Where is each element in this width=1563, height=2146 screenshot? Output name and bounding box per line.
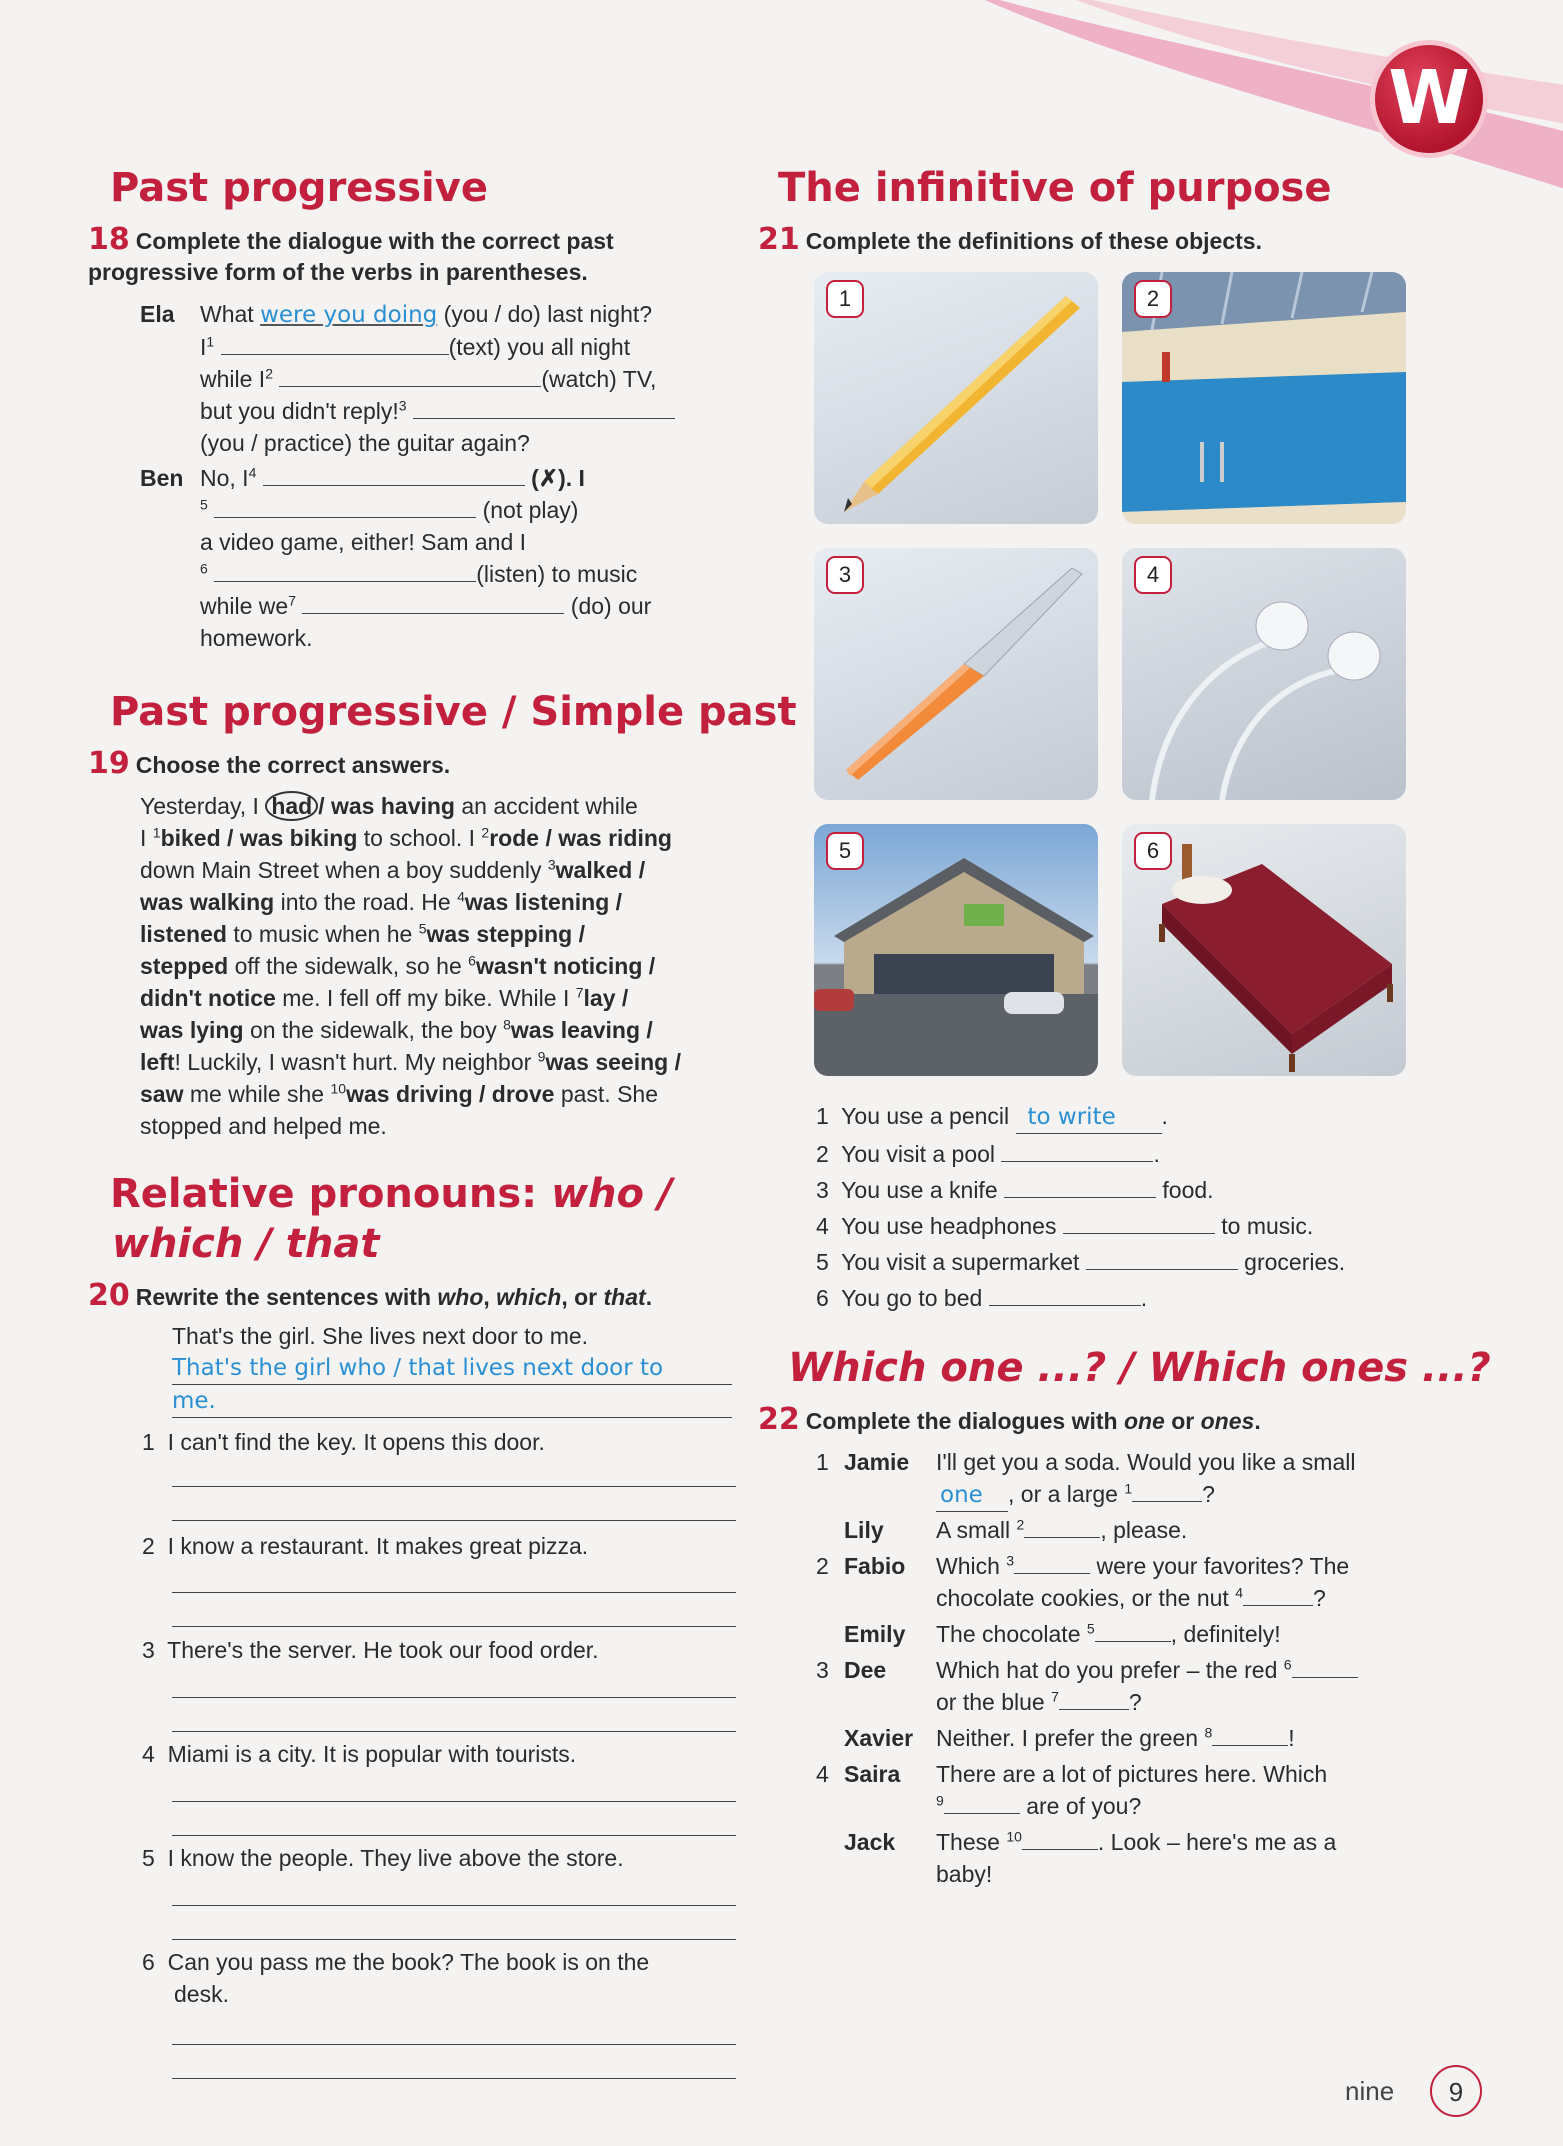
example-answer: to write — [1016, 1101, 1162, 1134]
photo-pencil — [814, 272, 1098, 524]
speaker-fabio: Fabio — [844, 1553, 906, 1579]
speaker-dee: Dee — [844, 1657, 887, 1683]
blank-1[interactable] — [221, 332, 449, 355]
blank-3[interactable] — [413, 396, 675, 419]
photo-swimming-pool — [1122, 272, 1406, 524]
blank-9[interactable] — [944, 1791, 1020, 1814]
blank-7[interactable] — [302, 591, 564, 614]
exercise-number: 19 — [88, 746, 130, 781]
choice-1[interactable]: biked / was biking — [160, 825, 358, 851]
speaker-ela: Ela — [140, 301, 175, 327]
exercise-number: 20 — [88, 1278, 130, 1313]
blank[interactable] — [1004, 1175, 1156, 1198]
dialogue-xavier: Neither. I prefer the green $^8$ ! — [936, 1724, 1295, 1751]
example-answer: one — [936, 1479, 1008, 1512]
write-line[interactable] — [172, 1592, 736, 1593]
ex20-item-5: 5 I know the people. They live above the store. — [142, 1845, 624, 1871]
speaker-jamie: Jamie — [844, 1449, 910, 1475]
blank-2[interactable] — [1024, 1515, 1100, 1538]
dialogue-number: 3 — [816, 1657, 829, 1683]
ex21-sentences — [816, 1100, 1416, 1314]
dialogue-jamie: I'll get you a soda. Would you like a small one , or a large $^1$ ? — [936, 1446, 1436, 1512]
speaker-emily: Emily — [844, 1621, 906, 1647]
example-circled-answer: had — [265, 791, 318, 821]
exercise-18-header — [88, 224, 738, 288]
choice-3[interactable]: walked / — [555, 857, 646, 883]
choice-2[interactable]: rode / was riding — [489, 825, 672, 851]
exercise-number: 22 — [758, 1402, 800, 1437]
photo-number: 6 — [1134, 832, 1172, 870]
photo-number: 5 — [826, 832, 864, 870]
photo-headphones — [1122, 548, 1406, 800]
write-line[interactable] — [172, 2078, 736, 2079]
blank-5[interactable] — [214, 495, 476, 518]
dialogue-emily: The chocolate $^5$ , definitely! — [936, 1620, 1281, 1647]
dialogue-saira: There are a lot of pictures here. Which $^9$ are of you? — [936, 1761, 1328, 1819]
ex21-item-3: 3 You use a knife food. — [816, 1177, 1214, 1203]
exercise-instruction: Complete the dialogue with the correct past progressive form of the verbs in parentheses. — [88, 228, 614, 285]
dialogue-jack: These $^{10}$ . Look – here's me as a baby! — [936, 1828, 1337, 1887]
exercise-21-header — [758, 224, 1458, 257]
ex19-paragraph: Yesterday, I had / was having an accident while I $^1$biked / was biking to school. I $^2$rode / was riding down Main Street when a boy suddenly $^3$walked / was walking into the road. He $^4$was listening / listened to music when he $^5$was stepping / stepped off the sidewalk, so he $^6$wasn't noticing / didn't notice me. I fell off my bike. While I $^7$lay / was lying on the sidewalk, the boy $^8$was leaving / left! Luckily, I wasn't hurt. My neighbor $^9$was seeing / saw me while she $^{10}$was driving / drove past. She stopped and helped me. — [140, 793, 681, 1139]
blank-6[interactable] — [1292, 1655, 1358, 1678]
ex20-item-2: 2 I know a restaurant. It makes great pizza. — [142, 1533, 589, 1559]
speaker-jack: Jack — [844, 1829, 896, 1855]
exercise-instruction: Choose the correct answers. — [135, 752, 451, 778]
heading-infinitive-of-purpose: The infinitive of purpose — [778, 165, 1332, 211]
blank[interactable] — [989, 1283, 1141, 1306]
write-line[interactable] — [172, 1835, 736, 1836]
choice-5[interactable]: was stepping / — [426, 921, 585, 947]
photo-number: 1 — [826, 280, 864, 318]
ex21-item-5: 5 You visit a supermarket groceries. — [816, 1249, 1346, 1275]
dialogue-lily: A small $^2$ , please. — [936, 1516, 1188, 1543]
exercise-number: 21 — [758, 222, 800, 257]
blank-5[interactable] — [1095, 1619, 1171, 1642]
write-line[interactable] — [172, 2044, 736, 2045]
ex20-item-6: 6 Can you pass me the book? The book is on the desk. — [142, 1949, 650, 2007]
example-answer-line1: That's the girl who / that lives next door to — [172, 1352, 732, 1385]
photo-bed — [1122, 824, 1406, 1076]
speaker-lily: Lily — [844, 1517, 884, 1543]
photo-supermarket — [814, 824, 1098, 1076]
choice-7[interactable]: lay / — [583, 985, 629, 1011]
exercise-number: 18 — [88, 222, 130, 257]
photo-number: 2 — [1134, 280, 1172, 318]
photo-knife — [814, 548, 1098, 800]
exercise-22-header: 22 Complete the dialogues with one or ones. — [758, 1402, 1261, 1437]
heading-which-one: Which one ...? / Which ones ...? — [788, 1345, 1491, 1391]
write-line[interactable] — [172, 1486, 736, 1487]
exercise-instruction: Complete the definitions of these objects. — [805, 228, 1262, 254]
blank[interactable] — [1063, 1211, 1215, 1234]
dialogue-number: 2 — [816, 1553, 829, 1579]
choice-10[interactable]: was driving / drove — [346, 1081, 555, 1107]
ex18-dialogue-ben: No, $I^4$ (✗). I $^5$ (not play) a video game, either! Sam and I $^6$ (listen) to music while $we^7$ (do) our homework. — [200, 464, 652, 651]
ex21-item-1: 1 You use a pencil to write . — [816, 1100, 1416, 1134]
heading-relative-pronouns-line2: which / that — [112, 1221, 380, 1267]
ex21-item-4: 4 You use headphones to music. — [816, 1213, 1314, 1239]
ex21-item-2: 2 You visit a pool . — [816, 1141, 1160, 1167]
dialogue-number: 1 — [816, 1449, 829, 1475]
choice-9[interactable]: was seeing / — [545, 1049, 681, 1075]
heading-past-progressive-simple-past: Past progressive / Simple past — [110, 689, 797, 735]
choice-4[interactable]: was listening / — [464, 889, 623, 915]
blank-7[interactable] — [1059, 1687, 1129, 1710]
write-line[interactable] — [172, 1905, 736, 1906]
dialogue-dee: Which hat do you prefer – the red $^6$ or the blue $^7$ ? — [936, 1654, 1456, 1718]
speaker-xavier: Xavier — [844, 1725, 914, 1751]
photo-number: 3 — [826, 556, 864, 594]
ex20-item-4: 4 Miami is a city. It is popular with tourists. — [142, 1741, 577, 1767]
speaker-saira: Saira — [844, 1761, 901, 1787]
blank[interactable] — [1086, 1247, 1238, 1270]
write-line[interactable] — [172, 1939, 736, 1940]
heading-past-progressive: Past progressive — [110, 165, 488, 211]
heading-relative-pronouns: Relative pronouns: who / — [110, 1171, 673, 1217]
photo-number: 4 — [1134, 556, 1172, 594]
ex20-item-3: 3 There's the server. He took our food order. — [142, 1637, 599, 1663]
blank-6[interactable] — [214, 559, 476, 582]
ex20-example: That's the girl. She lives next door to me. That's the girl who / that lives next door to me. — [172, 1320, 732, 1418]
blank-10[interactable] — [1022, 1827, 1098, 1850]
write-line[interactable] — [172, 1520, 736, 1521]
write-line[interactable] — [172, 1801, 736, 1802]
blank-2[interactable] — [279, 364, 541, 387]
choice-6[interactable]: wasn't noticing / — [475, 953, 656, 979]
write-line[interactable] — [172, 1626, 736, 1627]
page-number-word: nine — [1345, 2076, 1395, 2106]
example-answer-line2: me. — [172, 1385, 732, 1418]
unit-w-badge: W — [1370, 40, 1488, 158]
write-line[interactable] — [172, 1697, 736, 1698]
ex18-dialogue-ela: What were you doing (you / do) last night? $I^1$ (text) you all night while $I^2$ (watch) TV, but you didn't reply!$^3$ (you / practice) the guitar again? — [200, 298, 740, 459]
dialogue-fabio: Which $^3$ were your favorites? The chocolate cookies, or the nut $^4$ ? — [936, 1552, 1350, 1611]
exercise-19-header — [88, 748, 738, 781]
choice-8[interactable]: was leaving / — [510, 1017, 653, 1043]
blank-8[interactable] — [1212, 1723, 1288, 1746]
speaker-ben: Ben — [140, 465, 184, 491]
ex21-item-6: 6 You go to bed . — [816, 1285, 1148, 1311]
example-answer: were you doing — [260, 302, 438, 328]
blank-3[interactable] — [1014, 1551, 1090, 1574]
dialogue-number: 4 — [816, 1761, 829, 1787]
blank-1[interactable] — [1132, 1479, 1202, 1502]
blank[interactable] — [1001, 1139, 1153, 1162]
page-number: 9 — [1430, 2065, 1482, 2117]
blank-4[interactable] — [1243, 1583, 1313, 1606]
exercise-20-header: 20 Rewrite the sentences with who, which, or that. — [88, 1278, 653, 1313]
ex20-item-1: 1 I can't find the key. It opens this door. — [142, 1429, 545, 1455]
write-line[interactable] — [172, 1731, 736, 1732]
blank-4[interactable] — [263, 463, 525, 486]
